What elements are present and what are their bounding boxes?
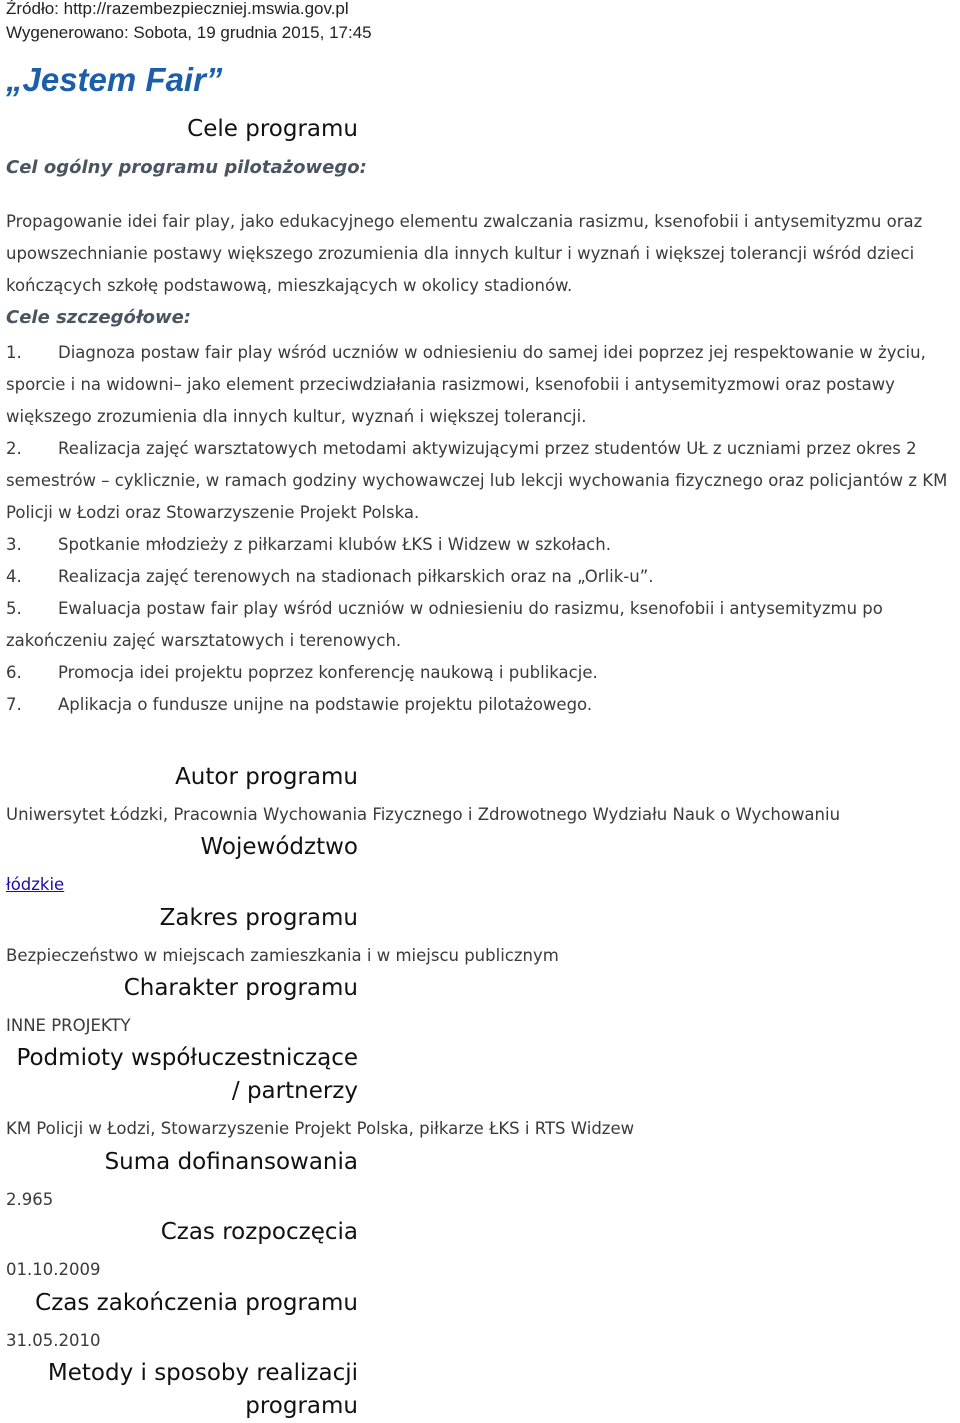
list-item-number: 6. [6,663,22,682]
wojewodztwo-link[interactable]: łódzkie [6,875,65,894]
charakter-value: INNE PROJEKTY [6,1016,131,1035]
list-item-text: Realizacja zajęć terenowych na stadionach piłkarskich oraz na „Orlik-u”. [58,567,654,586]
list-item-number: 1. [6,343,22,362]
list-item-number: 4. [6,567,22,586]
list-item-number: 5. [6,599,22,618]
list-item [6,337,960,433]
list-item [6,529,960,561]
section-heading-podmioty: Podmioty współuczestniczące [16,1045,358,1071]
start-value: 01.10.2009 [6,1260,101,1279]
general-goal-text: Propagowanie idei fair play, jako edukacyjnego elementu zwalczania rasizmu, ksenofobii i antysemityzmu oraz upowszechnianie postawy większego zrozumienia dla innych kultur i wyznań i większej tolerancji wśród dzieci kończących szkołę podstawową, mieszkających w okolicy stadionów. [6,212,923,295]
section-heading-zakres: Zakres programu [159,905,358,931]
generated-line: Wygenerowano: Sobota, 19 grudnia 2015, 17:45 [6,23,372,42]
section-heading-start: Czas rozpoczęcia [160,1219,358,1245]
list-item-text: Realizacja zajęć warsztatowych metodami aktywizującymi przez studentów UŁ z uczniami przez okres 2 semestrów – cyklicznie, w ramach godziny wychowawczej lub lekcji wychowania fizycznego oraz policjantów z KM Policji w Łodzi oraz Stowarzyszenie Projekt Polska. [6,439,948,522]
list-item [6,657,960,689]
general-goal-label: Cel ogólny programu pilotażowego: [6,157,367,178]
list-item-text: Spotkanie młodzieży z piłkarzami klubów ŁKS i Widzew w szkołach. [58,535,611,554]
specific-goals-list [6,337,960,721]
section-heading-podmioty-cont: / partnerzy [231,1078,358,1104]
section-heading-autor: Autor programu [175,764,358,790]
list-item-number: 7. [6,695,22,714]
section-heading-metody-cont: programu [245,1393,358,1419]
source-line: Źródło: http://razembezpieczniej.mswia.gov.pl [6,0,349,18]
list-item-text: Promocja idei projektu poprzez konferencję naukową i publikacje. [58,663,598,682]
list-item-text: Ewaluacja postaw fair play wśród uczniów w odniesieniu do rasizmu, ksenofobii i antysemityzmu po zakończeniu zajęć warsztatowych i terenowych. [6,599,883,650]
section-heading-wojewodztwo: Województwo [200,834,358,860]
list-item [6,433,960,529]
list-item-text: Diagnoza postaw fair play wśród uczniów w odniesieniu do samej idei poprzez jej respektowanie w życiu, sporcie i na widowni– jako element przeciwdziałania rasizmowi, ksenofobii i antysemityzmowi oraz postawy większego zrozumienia dla innych kultur, wyznań i większej tolerancji. [6,343,926,426]
section-heading-cele: Cele programu [187,116,358,142]
end-value: 31.05.2010 [6,1331,101,1350]
wojewodztwo-value [6,873,64,897]
list-item-text: Aplikacja o fundusze unijne na podstawie projektu pilotażowego. [58,695,593,714]
suma-value: 2.965 [6,1190,54,1209]
section-heading-charakter: Charakter programu [123,975,358,1001]
autor-value: Uniwersytet Łódzki, Pracownia Wychowania Fizycznego i Zdrowotnego Wydziału Nauk o Wychowaniu [6,805,841,824]
list-item-number: 3. [6,535,22,554]
section-heading-suma: Suma dofinansowania [104,1149,358,1175]
list-item [6,689,960,721]
list-item [6,593,960,657]
page-title: „Jestem Fair” [6,61,223,98]
section-heading-metody: Metody i sposoby realizacji [47,1360,358,1386]
list-item-number: 2. [6,439,22,458]
specific-goals-label: Cele szczegółowe: [6,307,192,328]
list-item [6,561,960,593]
section-heading-end: Czas zakończenia programu [35,1290,358,1316]
podmioty-value: KM Policji w Łodzi, Stowarzyszenie Projekt Polska, piłkarze ŁKS i RTS Widzew [6,1119,635,1138]
zakres-value: Bezpieczeństwo w miejscach zamieszkania i w miejscu publicznym [6,946,559,965]
